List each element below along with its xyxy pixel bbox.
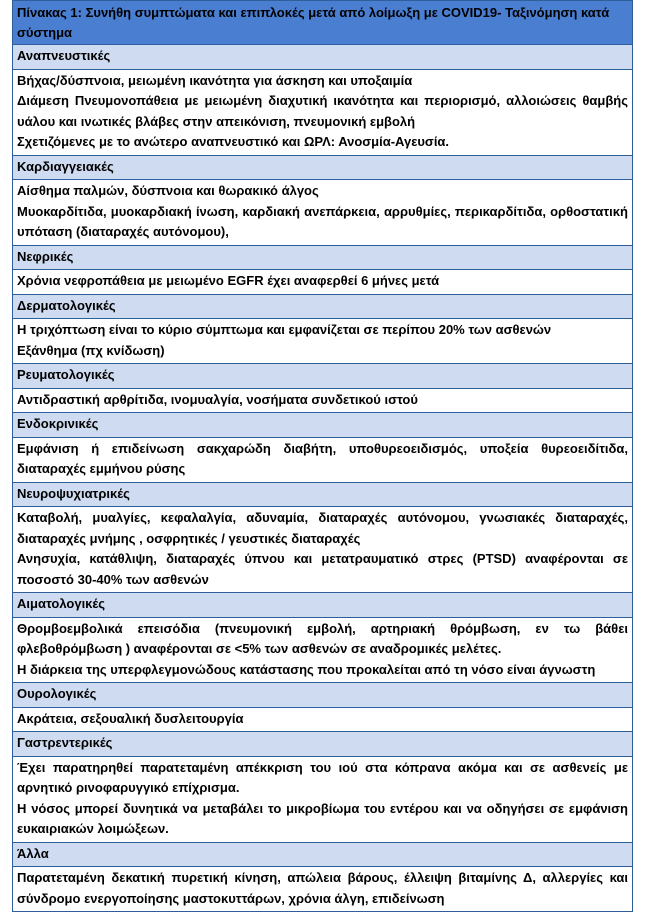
content-line: Διάμεση Πνευμονοπάθεια με μειωμένη διαχυτική ικανότητα και περιορισμό, αλλοιώσεις θαμβής υάλου και ινωτικές βλάβες στην απεικόνιση, πνευμονική εμβολή [17, 93, 628, 129]
content-cell [13, 437, 633, 482]
content-row [13, 867, 633, 912]
content-line: Παρατεταμένη δεκατική πυρετική κίνηση, απώλεια βάρους, έλλειψη βιταμίνης Δ, αλλεργίες και σύνδρομο ενεργοποίησης μαστοκυττάρων, χρόνια άλγη, επιδείνωση [17, 870, 628, 906]
content-line: Εμφάνιση ή επιδείνωση σακχαρώδη διαβήτη, υποθυρεοειδισμός, υποξεία θυρεοειδίτιδα, διαταραχές εμμήνου ρύσης [17, 440, 628, 476]
content-line: Εξάνθημα (πχ κνίδωση) [17, 342, 165, 358]
category-heading: Δερματολογικές [13, 294, 633, 319]
category-heading: Αιματολογικές [13, 593, 633, 618]
content-cell [13, 388, 633, 413]
category-heading: Αναπνευστικές [13, 45, 633, 70]
content-row [13, 319, 633, 364]
content-row [13, 180, 633, 246]
content-row [13, 707, 633, 732]
category-heading: Άλλα [13, 842, 633, 867]
category-row [13, 683, 633, 708]
category-row [13, 593, 633, 618]
content-line: Ανησυχία, κατάθλιψη, διαταραχές ύπνου και μετατραυματικό στρες (PTSD) αναφέρονται σε ποσοστό 30-40% των ασθενών [17, 551, 628, 587]
content-line: Η τριχόπτωση είναι το κύριο σύμπτωμα και εμφανίζεται σε περίπου 20% των ασθενών [17, 322, 552, 337]
content-line: Έχει παρατηρηθεί παρατεταμένη απέκκριση του ιού στα κόπρανα ακόμα και σε ασθενείς με αρνητικό ρινοφαρυγγικό επίχρισμα. [17, 759, 628, 795]
category-row [13, 732, 633, 757]
category-heading: Ρευματολογικές [13, 364, 633, 389]
content-cell [13, 319, 633, 364]
content-cell [13, 617, 633, 683]
covid-complications-table [12, 0, 633, 912]
content-cell [13, 756, 633, 842]
content-line: Σχετιζόμενες με το ανώτερο αναπνευστικό και ΩΡΛ: Ανοσμία-Αγευσία. [17, 134, 450, 149]
category-heading: Νεφρικές [13, 245, 633, 270]
content-cell [13, 180, 633, 246]
content-line: Βήχας/δύσπνοια, μειωμένη ικανότητα για άσκηση και υποξαιμία [17, 72, 413, 88]
content-line: Αντιδραστική αρθρίτιδα, ινομυαλγία, νοσήματα συνδετικού ιστού [17, 391, 418, 407]
content-row [13, 756, 633, 842]
table-title: Πίνακας 1: Συνήθη συμπτώματα και επιπλοκές μετά από λοίμωξη με COVID19- Ταξινόμηση κατά σύστημα [13, 1, 633, 45]
content-line: Θρομβοεμβολικά επεισόδια (πνευμονική εμβολή, αρτηριακή θρόμβωση, εν τω βάθει φλεβοθρόμβωση ) αναφέρονται σε <5% των ασθενών σε αναδρομικές μελέτες. [17, 620, 628, 656]
document-table-container [12, 0, 633, 912]
category-row [13, 45, 633, 70]
category-heading: Ενδοκρινικές [13, 413, 633, 438]
category-heading: Γαστρεντερικές [13, 732, 633, 757]
content-line: Καταβολή, μυαλγίες, κεφαλαλγία, αδυναμία, διαταραχές αυτόνομου, γνωσιακές διαταραχές, διαταραχές μνήμης , οσφρητικές / γευστικές διαταραχές [17, 510, 628, 546]
content-line: Μυοκαρδίτιδα, μυοκαρδιακή ίνωση, καρδιακή ανεπάρκεια, αρρυθμίες, περικαρδίτιδα, ορθοστατική υπόταση (διαταραχές αυτόνομου), [17, 203, 628, 239]
category-row [13, 294, 633, 319]
category-row [13, 482, 633, 507]
content-cell [13, 707, 633, 732]
content-row [13, 617, 633, 683]
content-cell [13, 69, 633, 155]
category-heading: Καρδιαγγειακές [13, 155, 633, 180]
content-line: Αίσθημα παλμών, δύσπνοια και θωρακικό άλγος [17, 183, 319, 198]
content-cell [13, 507, 633, 593]
category-row [13, 842, 633, 867]
content-line: Χρόνια νεφροπάθεια με μειωμένο EGFR έχει αναφερθεί 6 μήνες μετά [17, 273, 440, 288]
content-row [13, 69, 633, 155]
content-row [13, 270, 633, 295]
content-row [13, 437, 633, 482]
content-line: Η διάρκεια της υπερφλεγμονώδους κατάστασης που προκαλείται από τη νόσο είναι άγνωστη [17, 661, 596, 677]
content-cell [13, 867, 633, 912]
content-line: Ακράτεια, σεξουαλική δυσλειτουργία [17, 710, 244, 726]
category-row [13, 413, 633, 438]
category-row [13, 364, 633, 389]
table-title-row [13, 1, 633, 45]
content-row [13, 388, 633, 413]
category-heading: Νευροψυχιατρικές [13, 482, 633, 507]
content-row [13, 507, 633, 593]
content-line: Η νόσος μπορεί δυνητικά να μεταβάλει το μικροβίωμα του εντέρου και να οδηγήσει σε εμφάνιση ευκαιριακών λοιμώξεων. [17, 800, 628, 836]
content-cell [13, 270, 633, 295]
category-row [13, 155, 633, 180]
category-heading: Ουρολογικές [13, 683, 633, 708]
category-row [13, 245, 633, 270]
